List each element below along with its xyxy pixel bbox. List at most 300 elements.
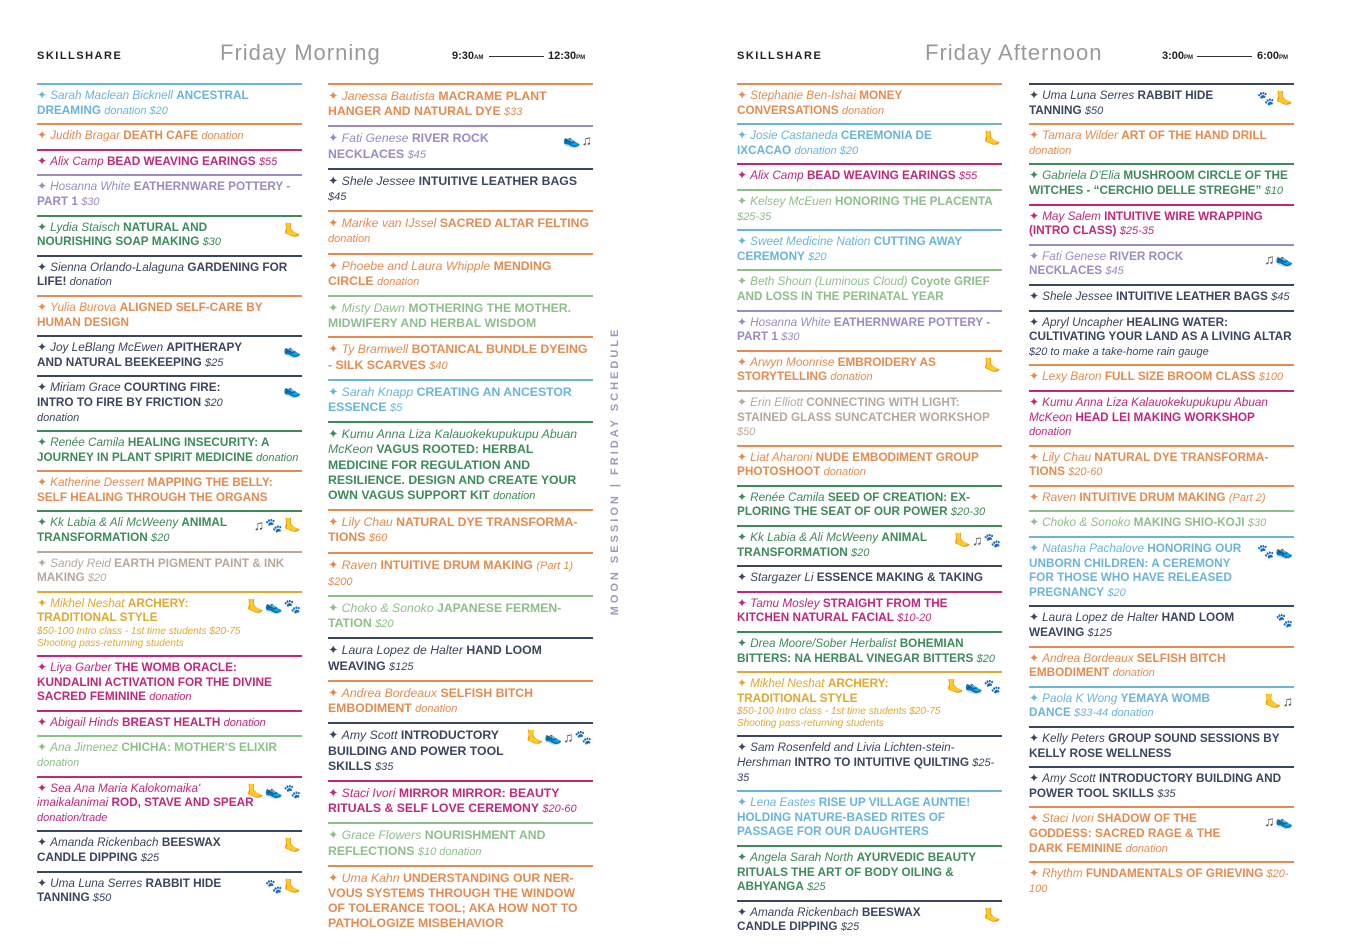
star-icon: ✦ <box>737 129 751 143</box>
facilitator-name: Mikhel Neshat <box>50 596 125 610</box>
workshop-price: $55 <box>258 155 278 168</box>
star-icon: ✦ <box>328 342 342 357</box>
facilitator-name: Uma Luna Serres <box>1042 89 1135 102</box>
workshop-entry <box>737 123 1002 162</box>
facilitator-name: Judith Bragar <box>50 129 121 143</box>
workshop-price: $35 <box>1157 787 1176 800</box>
workshop-price: donation $20 <box>104 104 168 117</box>
workshop-title: EATHERNWARE POTTERY - PART 1 <box>737 315 991 344</box>
star-icon: ✦ <box>1029 772 1043 786</box>
star-icon: ✦ <box>37 876 51 890</box>
workshop-entry <box>1029 204 1294 243</box>
workshop-title: Coyote GRIEF AND LOSS IN THE PERINATAL YEAR <box>737 275 990 303</box>
workshop-price: donation <box>223 716 266 729</box>
facilitator-name: Amy Scott <box>341 728 398 743</box>
workshop-title: COURTING FIRE: INTRO TO FIRE BY FRICTION <box>37 381 221 409</box>
workshop-title: ARCHERY: TRADITIONAL STYLE <box>37 596 189 625</box>
workshop-entry <box>37 735 302 774</box>
star-icon: ✦ <box>1029 395 1043 409</box>
workshop-price: $100 <box>1258 371 1284 384</box>
workshop-price: $25 <box>807 881 826 894</box>
workshop-entry <box>37 215 302 254</box>
workshop-title: INTUITIVE DRUM MAKING <box>380 557 533 572</box>
facilitator-name: Rhythm <box>1042 867 1083 881</box>
activity-icons: 🦶 <box>283 221 302 238</box>
workshop-title: FULL SIZE BROOM CLASS <box>1104 370 1256 384</box>
workshop-title: HEAD LEI MAKING WORKSHOP <box>1075 410 1255 424</box>
workshop-title: INTUITIVE LEATHER BAGS <box>418 173 577 188</box>
facilitator-name: Marike van IJssel <box>341 216 437 231</box>
workshop-title: BREAST HEALTH <box>121 715 221 729</box>
workshop-title: RISE UP VILLAGE AUNTIE! HOLDING NATURE-BASED RITES OF PASSAGE FOR OUR DAUGHTERS <box>737 796 971 839</box>
workshop-entry <box>1029 390 1294 444</box>
facilitator-name: Staci Ivori <box>341 785 396 800</box>
activity-icons: 👟♫ <box>563 132 593 149</box>
workshop-title: ALIGNED SELF-CARE BY HUMAN DESIGN <box>37 300 263 329</box>
star-icon: ✦ <box>1029 289 1043 303</box>
star-icon: ✦ <box>737 905 751 919</box>
star-icon: ✦ <box>737 169 751 183</box>
star-icon: ✦ <box>37 89 51 102</box>
facilitator-name: Miriam Grace <box>50 381 121 395</box>
time-start: 3:00PM <box>1162 50 1194 62</box>
star-icon: ✦ <box>328 173 342 188</box>
star-icon: ✦ <box>737 850 751 864</box>
facilitator-name: Uma Kahn <box>341 870 400 885</box>
workshop-price: $30 <box>1247 517 1267 530</box>
workshop-entry <box>1029 83 1294 122</box>
workshop-price: $30 <box>202 236 221 249</box>
facilitator-name: Joy LeBlang McEwen <box>50 341 164 355</box>
workshop-entry <box>328 421 593 508</box>
star-icon: ✦ <box>1029 129 1043 143</box>
facilitator-name: Kelsey McEuen <box>750 194 832 208</box>
star-icon: ✦ <box>328 216 342 231</box>
facilitator-name: Natasha Pachalove <box>1042 542 1145 556</box>
workshop-entry <box>37 510 302 549</box>
facilitator-name: Paola K Wong <box>1042 691 1118 705</box>
star-icon: ✦ <box>737 741 751 755</box>
star-icon: ✦ <box>1029 315 1043 329</box>
workshop-price: donation <box>823 466 866 479</box>
workshop-price: donation $20 <box>794 144 859 157</box>
star-icon: ✦ <box>37 781 51 795</box>
star-icon: ✦ <box>328 601 342 616</box>
workshop-title: SHADOW OF THE GODDESS: SACRED RAGE & THE DARK FEMININE <box>1029 812 1221 855</box>
workshop-title: DEATH CAFE <box>123 129 199 143</box>
activity-icons: ♫🐾🦶 <box>253 517 302 534</box>
star-icon: ✦ <box>328 515 342 530</box>
facilitator-name: Laura Lopez de Halter <box>341 643 463 658</box>
workshop-title: JAPANESE FERMEN-TATION <box>328 601 562 631</box>
star-icon: ✦ <box>737 315 751 329</box>
workshop-entry <box>1029 861 1294 900</box>
star-icon: ✦ <box>37 836 51 850</box>
workshop-entry <box>37 255 302 294</box>
workshop-title: RABBIT HIDE TANNING <box>1029 89 1214 117</box>
workshop-entry <box>737 445 1002 484</box>
star-icon: ✦ <box>328 427 342 442</box>
workshop-entry <box>328 637 593 678</box>
facilitator-name: Josie Castaneda <box>750 129 838 143</box>
facilitator-name: Choko & Sonoko <box>1042 516 1131 530</box>
facilitator-name: Choko & Sonoko <box>341 601 434 616</box>
star-icon: ✦ <box>737 395 751 409</box>
workshop-entry <box>328 680 593 721</box>
workshop-title: INTUITIVE DRUM MAKING <box>1079 490 1226 504</box>
workshop-entry <box>737 189 1002 228</box>
star-icon: ✦ <box>737 677 751 691</box>
facilitator-name: Janessa Bautista <box>341 89 435 103</box>
workshop-price: $20 <box>87 572 107 585</box>
star-icon: ✦ <box>737 490 751 504</box>
star-icon: ✦ <box>737 194 751 208</box>
star-icon: ✦ <box>37 180 51 194</box>
workshop-price: $55 <box>958 170 978 183</box>
workshop-entry <box>37 655 302 709</box>
workshop-entry <box>737 631 1002 670</box>
facilitator-name: Tamara Wilder <box>1042 129 1118 143</box>
workshop-entry <box>328 379 593 420</box>
facilitator-name: Renée Camila <box>750 490 825 504</box>
facilitator-name: Kk Labia & Ali McWeeny <box>750 531 879 545</box>
activity-icons: 🐾🦶 <box>1257 90 1294 106</box>
facilitator-name: Hosanna White <box>750 315 831 329</box>
workshop-price: $45 <box>328 191 347 204</box>
star-icon: ✦ <box>37 260 51 274</box>
activity-icons: ♫👟 <box>1264 813 1294 830</box>
facilitator-name: Sam Rosenfeld and Livia Lichten-stein-Hershman <box>737 741 955 769</box>
star-icon: ✦ <box>1029 370 1043 384</box>
star-icon: ✦ <box>1029 249 1043 263</box>
workshop-entry <box>328 595 593 636</box>
workshop-entry <box>37 335 302 374</box>
star-icon: ✦ <box>737 235 751 249</box>
workshop-price: $20 <box>151 532 170 545</box>
star-icon: ✦ <box>37 436 51 450</box>
workshop-entry <box>328 780 593 821</box>
workshop-entry <box>328 722 593 779</box>
workshop-entry <box>1029 646 1294 685</box>
facilitator-name: Misty Dawn <box>341 301 405 316</box>
star-icon: ✦ <box>328 728 342 743</box>
facilitator-name: Alix Camp <box>750 169 804 183</box>
workshop-title: AYURVEDIC BEAUTY RITUALS THE ART OF BODY OILING & ABHYANGA <box>737 850 976 894</box>
workshop-entry <box>1029 510 1294 535</box>
workshop-price: donation <box>149 691 192 704</box>
facilitator-name: Apryl Uncapher <box>1042 315 1124 329</box>
workshop-entry <box>737 390 1002 444</box>
workshop-title: ANIMAL TRANSFORMATION <box>737 531 927 559</box>
brand-label: SKILLSHARE <box>737 50 823 62</box>
workshop-title: MOTHERING THE MOTHER. MIDWIFERY AND HERBAL WISDOM <box>328 301 572 331</box>
workshop-title: SEED OF CREATION: EX-PLORING THE SEAT OF OUR POWER <box>737 490 970 519</box>
activity-icons: 🦶👟🐾 <box>246 597 302 614</box>
star-icon: ✦ <box>37 341 51 355</box>
facilitator-name: Alix Camp <box>50 154 104 168</box>
workshop-entry <box>737 591 1002 630</box>
facilitator-name: Shele Jessee <box>341 173 416 188</box>
workshop-price: $5 <box>389 402 403 415</box>
workshop-title: CEREMONIA DE IXCACAO <box>737 129 932 157</box>
workshop-price: $30 <box>781 331 800 344</box>
star-icon: ✦ <box>1029 450 1043 464</box>
workshop-title: APITHERAPY AND NATURAL BEEKEEPING <box>37 341 242 369</box>
star-icon: ✦ <box>37 220 51 234</box>
workshop-entry <box>1029 726 1294 765</box>
workshop-price: $20-60 <box>1068 466 1103 479</box>
workshop-price: $60 <box>368 532 388 545</box>
star-icon: ✦ <box>737 637 751 651</box>
workshop-price: donation <box>1029 426 1072 439</box>
workshop-entry <box>37 149 302 174</box>
facilitator-name: Sandy Reid <box>50 556 111 570</box>
workshop-title: ESSENCE MAKING & TAKING <box>816 571 983 585</box>
workshop-entry <box>328 210 593 251</box>
star-icon: ✦ <box>328 643 342 658</box>
workshop-entry <box>37 551 302 590</box>
workshop-price: $50-100 Intro class - 1st time students $20-75 Shooting pass-returning students <box>37 626 241 650</box>
facilitator-name: Erin Elliott <box>750 395 804 409</box>
workshop-title: NATURAL DYE TRANSFORMA-TIONS <box>1029 450 1269 479</box>
workshop-title: MIRROR MIRROR: BEAUTY RITUALS & SELF LOVE CEREMONY <box>328 785 560 816</box>
workshop-price: $25-35 <box>1119 225 1154 238</box>
star-icon: ✦ <box>737 355 751 369</box>
time-end: 6:00PM <box>1257 50 1289 62</box>
workshop-price: donation <box>841 104 885 117</box>
star-icon: ✦ <box>328 384 342 399</box>
workshop-title: MONEY CONVERSATIONS <box>737 89 903 117</box>
workshop-title: HONORING OUR UNBORN CHILDREN: A CEREMONY FOR THOSE WHO HAVE RELEASED PREGNANCY <box>1029 542 1242 599</box>
workshop-entry <box>328 253 593 294</box>
facilitator-name: Arwyn Moonrise <box>750 355 835 369</box>
activity-icons: 🐾🦶 <box>265 877 302 894</box>
star-icon: ✦ <box>737 796 751 810</box>
workshop-title: BOTANICAL BUNDLE DYEING - SILK SCARVES <box>328 342 588 372</box>
workshop-entry <box>1029 605 1294 644</box>
workshop-title: INTRODUCTORY BUILDING AND POWER TOOL SKILLS <box>1029 772 1282 800</box>
activity-icons: 🦶 <box>983 356 1002 373</box>
activity-icons: 🦶♫ <box>1264 692 1294 709</box>
star-icon: ✦ <box>737 571 751 585</box>
workshop-entry <box>37 83 302 122</box>
facilitator-name: Angela Sarah North <box>750 850 854 864</box>
workshop-price: donation <box>37 757 80 769</box>
workshop-title: NOURISHMENT AND REFLECTIONS <box>328 828 546 858</box>
workshop-title: HAND LOOM WEAVING <box>328 643 542 673</box>
star-icon: ✦ <box>37 476 51 490</box>
facilitator-name: Gabriela D'Elia <box>1042 169 1121 183</box>
workshop-title: INTUITIVE WIRE WRAPPING (INTRO CLASS) <box>1029 209 1263 238</box>
workshop-price: donation <box>256 451 299 464</box>
workshop-entry <box>737 485 1002 524</box>
star-icon: ✦ <box>737 450 751 464</box>
workshop-price: $20 <box>976 652 995 665</box>
activity-icons: 👟 <box>283 342 302 359</box>
facilitator-name: Sweet Medicine Nation <box>750 235 871 249</box>
workshop-price: donation <box>415 703 458 716</box>
facilitator-name: Kumu Anna Liza Kalauokekupukupu Abuan McKeon <box>328 427 578 457</box>
facilitator-name: Kk Labia & Ali McWeeny <box>50 516 179 530</box>
workshop-title: RABBIT HIDE TANNING <box>37 876 222 905</box>
workshop-price: donation <box>69 276 112 289</box>
workshop-title: MAKING SHIO-KOJI <box>1133 516 1245 530</box>
star-icon: ✦ <box>1029 651 1043 665</box>
workshop-title: BEESWAX CANDLE DIPPING <box>737 905 921 934</box>
facilitator-name: Uma Luna Serres <box>50 876 143 890</box>
workshop-price: $10 <box>1264 184 1284 197</box>
star-icon: ✦ <box>328 685 342 700</box>
workshop-price: $10 donation <box>417 845 482 858</box>
star-icon: ✦ <box>37 596 51 610</box>
workshop-price: donation <box>1029 144 1072 157</box>
workshop-entry <box>737 565 1002 590</box>
facilitator-name: Hosanna White <box>50 180 131 194</box>
workshop-title: EMBROIDERY AS STORYTELLING <box>737 355 936 384</box>
workshop-entry <box>737 671 1002 734</box>
workshop-title: HAND LOOM WEAVING <box>1029 611 1235 640</box>
workshop-title: BOHEMIAN BITTERS: NA HERBAL VINEGAR BITTERS <box>737 637 974 665</box>
workshop-entry <box>328 295 593 335</box>
activity-icons: 🐾👟 <box>1257 543 1294 560</box>
star-icon: ✦ <box>737 596 751 610</box>
workshop-title: SELFISH BITCH EMBODIMENT <box>1029 651 1226 680</box>
workshop-price: $20-60 <box>542 803 577 816</box>
workshop-title: MACRAME PLANT HANGER AND NATURAL DYE <box>328 89 547 119</box>
workshop-title: EARTH PIGMENT PAINT & INK MAKING <box>37 556 285 585</box>
left-col-1 <box>37 83 302 911</box>
workshop-entry <box>737 83 1002 122</box>
workshop-entry <box>37 591 302 654</box>
activity-icons: 🦶👟♫🐾 <box>526 729 593 746</box>
facilitator-name: Liat Aharoni <box>750 450 813 464</box>
star-icon: ✦ <box>37 129 51 143</box>
star-icon: ✦ <box>328 870 342 885</box>
workshop-entry <box>328 83 593 124</box>
workshop-entry <box>1029 445 1294 484</box>
star-icon: ✦ <box>37 381 51 395</box>
star-icon: ✦ <box>1029 732 1043 745</box>
star-icon: ✦ <box>1029 812 1043 826</box>
star-icon: ✦ <box>328 557 342 572</box>
facilitator-name: Yulia Burova <box>50 300 117 314</box>
workshop-title: THE WOMB ORACLE: KUNDALINI ACTIVATION FOR THE DIVINE SACRED FEMININE <box>37 661 272 704</box>
star-icon: ✦ <box>328 785 342 800</box>
workshop-price: $40 <box>429 359 448 372</box>
workshop-price: $33-44 donation <box>1074 707 1154 720</box>
workshop-price: $25 <box>140 851 160 864</box>
workshop-entry <box>37 871 302 910</box>
workshop-title: VAGUS ROOTED: HERBAL MEDICINE FOR REGULATION AND RESILIENCE. DESIGN AND CREATE YOUR OWN VAGUS SUPPORT KIT <box>328 442 577 503</box>
workshop-entry <box>737 845 1002 899</box>
star-icon: ✦ <box>1029 867 1043 881</box>
workshop-title: ARCHERY: TRADITIONAL STYLE <box>737 677 889 705</box>
time-start: 9:30AM <box>452 50 484 62</box>
star-icon: ✦ <box>37 741 51 755</box>
facilitator-name: Shele Jessee <box>1042 289 1113 303</box>
star-icon: ✦ <box>37 661 51 675</box>
workshop-entry <box>737 525 1002 564</box>
workshop-title: CREATING AN ANCESTOR ESSENCE <box>328 384 572 415</box>
workshop-entry <box>37 830 302 869</box>
facilitator-name: Sarah Maclean Bicknell <box>50 89 173 102</box>
workshop-title: INTUITIVE LEATHER BAGS <box>1115 289 1268 303</box>
workshop-price: $33 <box>504 106 523 119</box>
facilitator-name: Renée Camila <box>50 436 125 450</box>
right-col-1 <box>737 83 1002 940</box>
workshop-entry <box>37 470 302 509</box>
workshop-title: MUSHROOM CIRCLE OF THE WITCHES - “CERCHIO DELLE STREGHE” <box>1029 169 1288 197</box>
facilitator-name: Liya Garber <box>50 661 112 675</box>
workshop-title: UNDERSTANDING OUR NER-VOUS SYSTEMS THROUGH THE WINDOW OF TOLERANCE TOOL; AKA HOW NOT TO PATHOLOGIZE MISBEHAVIOR <box>328 870 578 931</box>
workshop-title: NATURAL AND NOURISHING SOAP MAKING <box>37 220 208 249</box>
workshop-entry <box>37 710 302 735</box>
star-icon: ✦ <box>37 715 51 729</box>
workshop-price: $30 <box>81 195 100 208</box>
facilitator-name: Andrea Bordeaux <box>341 685 438 700</box>
workshop-price: $20 to make a take-home rain gauge <box>1029 345 1209 358</box>
activity-icons: 🦶👟🐾 <box>246 782 302 799</box>
workshop-price: (Part 1) $200 <box>328 559 574 588</box>
facilitator-name: Katherine Dessert <box>50 476 145 490</box>
workshop-entry <box>328 509 593 550</box>
workshop-title: STRAIGHT FROM THE KITCHEN NATURAL FACIAL <box>737 596 948 625</box>
workshop-title: CHICHA: MOTHER'S ELIXIR <box>121 741 277 755</box>
facilitator-name: Sarah Knapp <box>341 384 414 399</box>
workshop-title: YEMAYA WOMB DANCE <box>1029 691 1210 720</box>
facilitator-name: Kelly Peters <box>1042 732 1105 745</box>
workshop-title: NATURAL DYE TRANSFORMA-TIONS <box>328 515 578 545</box>
workshop-price: $50 <box>737 426 756 439</box>
star-icon: ✦ <box>1029 516 1043 530</box>
time-line <box>1197 56 1252 57</box>
facilitator-name: Lily Chau <box>341 515 393 530</box>
facilitator-name: Staci Ivori <box>1042 812 1094 826</box>
facilitator-name: Lexy Baron <box>1042 370 1102 384</box>
workshop-price: donation <box>830 371 873 384</box>
facilitator-name: Abigail Hinds <box>50 715 119 729</box>
workshop-entry <box>1029 766 1294 805</box>
workshop-title: HEALING WATER: CULTIVATING YOUR LAND AS A LIVING ALTAR <box>1029 315 1292 344</box>
right-page <box>675 0 1350 948</box>
workshop-entry <box>37 375 302 429</box>
star-icon: ✦ <box>737 89 751 102</box>
workshop-entry <box>37 430 302 469</box>
workshop-price: donation <box>1112 667 1155 680</box>
star-icon: ✦ <box>37 154 51 168</box>
facilitator-name: Amy Scott <box>1042 772 1096 786</box>
time-end: 12:30PM <box>548 50 586 62</box>
workshop-title: BEESWAX CANDLE DIPPING <box>37 836 221 864</box>
workshop-price: $25 <box>840 921 860 934</box>
workshop-price: donation <box>493 490 536 503</box>
brand-label: SKILLSHARE <box>37 50 123 62</box>
workshop-title: BEAD WEAVING EARINGS <box>106 154 256 168</box>
workshop-price: $20 donation <box>37 396 223 424</box>
star-icon: ✦ <box>328 828 342 843</box>
workshop-title: GROUP SOUND SESSIONS BY KELLY ROSE WELLNESS <box>1029 732 1280 760</box>
workshop-price: $20 <box>1107 586 1126 599</box>
workshop-title: HONORING THE PLACENTA <box>835 194 993 208</box>
workshop-title: HEALING INSECURITY: A JOURNEY IN PLANT SPIRIT MEDICINE <box>37 436 270 464</box>
facilitator-name: Raven <box>341 557 378 572</box>
workshop-price: $125 <box>1087 627 1113 640</box>
workshop-price: $20-100 <box>1029 868 1289 895</box>
facilitator-name: Sea Ana Maria Kalokomaika' imaikalanimai <box>37 781 201 810</box>
facilitator-name: Raven <box>1042 490 1077 504</box>
facilitator-name: Beth Shoun (Luminous Cloud) <box>750 275 908 289</box>
facilitator-name: Fati Genese <box>1042 249 1107 263</box>
